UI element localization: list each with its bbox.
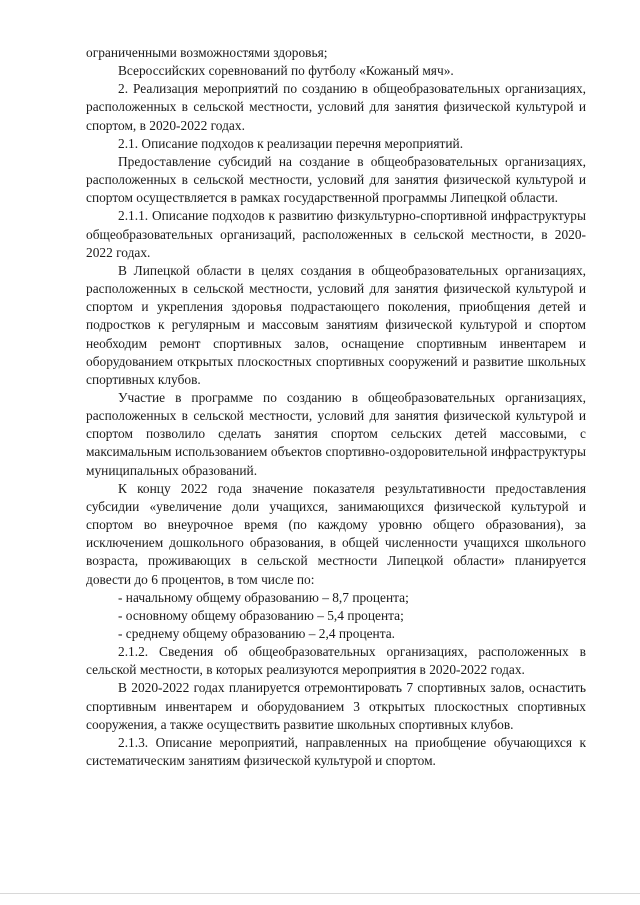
paragraph-repairs-plan: В 2020-2022 годах планируется отремонтировать 7 спортивных залов, оснастить спортивным инвентарем и оборудованием 3 открытых плоскостных спортивных сооружения, а также осуществить развитие школьных спортивных клубов. bbox=[86, 680, 586, 732]
list-item-primary: - начальному общему образованию – 8,7 процента; bbox=[118, 589, 409, 605]
paragraph-competitions: Всероссийских соревнований по футболу «Кожаный мяч». bbox=[118, 63, 454, 79]
paragraph-indicator-2022: К концу 2022 года значение показателя результативности предоставления субсидии «увеличение доли учащихся, занимающихся физической культурой и спортом во внеурочное время (по каждому уровню общего образования), за исключением дошкольного образования, в общей численности учащихся школьного возраста, проживающих в сельской местности Липецкой области» планируется довести до 6 процентов, в том числе по: bbox=[86, 480, 586, 587]
section-heading-2-1-2: 2.1.2. Сведения об общеобразовательных организациях, расположенных в сельской местности, в которых реализуются мероприятия в 2020-2022 годах. bbox=[86, 644, 586, 678]
paragraph-program-participation: Участие в программе по созданию в общеобразовательных организациях, расположенных в сельской местности, условий для занятия физической культурой и спортом позволило сделать занятия спортом сельских детей массовыми, с максимальным использованием объектов спортивно-оздоровительной инфраструктуры муниципальных образований. bbox=[86, 389, 586, 478]
paragraph-continuation: ограниченными возможностями здоровья; bbox=[86, 45, 328, 60]
section-heading-2-1-1: 2.1.1. Описание подходов к развитию физкультурно-спортивной инфраструктуры общеобразовательных организаций, расположенных в сельской местности, в 2020-2022 годах. bbox=[86, 208, 586, 260]
list-item-secondary: - среднему общему образованию – 2,4 процента. bbox=[118, 626, 396, 641]
section-heading-2: 2. Реализация мероприятий по созданию в общеобразовательных организациях, расположенных в сельской местности, условий для занятия физической культурой и спортом, в 2020-2022 годах. bbox=[86, 81, 586, 133]
paragraph-lipetsk-region: В Липецкой области в целях создания в общеобразовательных организациях, расположенных в сельской местности, условий для занятия физической культурой и спортом и укрепления здоровья подрастающего поколения, приобщения детей и подростков к регулярным и массовым занятиям физической культурой и спортом необходим ремонт спортивных залов, оснащение спортивным инвентарем и оборудованием открытых плоскостных спортивных сооружений и развитие школьных спортивных клубов. bbox=[86, 262, 586, 387]
list-item-basic: - основному общему образованию – 5,4 процента; bbox=[118, 607, 404, 623]
paragraph-subsidies: Предоставление субсидий на создание в общеобразовательных организациях, расположенных в сельской местности, условий для занятия физической культурой и спортом осуществляется в рамках государственной программы Липецкой области. bbox=[86, 153, 586, 206]
section-heading-2-1-3: 2.1.3. Описание мероприятий, направленных на приобщение обучающихся к систематическим занятиям физической культурой и спортом. bbox=[86, 734, 586, 769]
section-heading-2-1: 2.1. Описание подходов к реализации перечня мероприятий. bbox=[118, 135, 464, 151]
document-page bbox=[86, 44, 586, 770]
page-bottom-divider bbox=[0, 893, 640, 894]
